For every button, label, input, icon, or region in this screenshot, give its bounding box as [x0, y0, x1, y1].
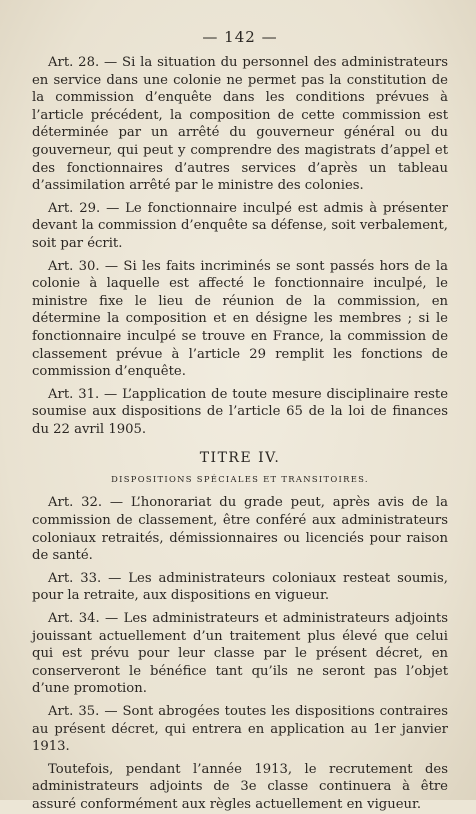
article-30-paragraph: Art. 30. — Si les faits incriminés se sont passés hors de la colonie à laquelle est affecté le fonctionnaire inculpé, le ministre fixe le lieu de réunion de la commission, en détermine la composition et en désigne les membres ; si le fonctionnaire inculpé se trouve en France, la commission de classement prévue à l’article 29 remplit les fonctions de commission d’enquête.: [32, 258, 448, 380]
article-31-paragraph: Art. 31. — L’application de toute mesure disciplinaire reste soumise aux dispositions de l’article 65 de la loi de finances du 22 avril 1905.: [32, 386, 448, 437]
article-35-paragraph: Art. 35. — Sont abrogées toutes les dispositions contraires au présent décret, qui entrera en application au 1er janvier 1913.: [32, 704, 448, 755]
section-heading: DISPOSITIONS SPÉCIALES ET TRANSITOIRES.: [111, 474, 369, 485]
article-29-paragraph: Art. 29. — Le fonctionnaire inculpé est admis à présenter devant la commission d’enquête sa défense, soit verbalement, soit par écrit.: [32, 200, 448, 251]
article-34-paragraph: Art. 34. — Les administrateurs et administrateurs adjoints jouissant actuellement d’un traitement plus élevé que celui qui est prévu pour leur classe par le présent décret, en conserveront le bénéfice tant qu’ils ne seront pas l’objet d’une promotion.: [32, 611, 448, 697]
articles-after-title: [32, 494, 448, 813]
title-heading: TITRE IV.: [199, 450, 281, 467]
article-33-paragraph: Art. 33. — Les administrateurs coloniaux resteat soumis, pour la retraite, aux dispositions en vigueur.: [32, 570, 448, 604]
transitional-paragraph: Toutefois, pendant l’année 1913, le recrutement des administrateurs adjoints de 3e classe continuera à être assuré conformément aux règles actuellement en vigueur.: [32, 761, 448, 812]
article-32-paragraph: Art. 32. — L’honorariat du grade peut, après avis de la commission de classement, être conféré aux administrateurs coloniaux retraités, démissionnaires ou licenciés pour raison de santé.: [32, 495, 448, 564]
page-number: — 142 —: [202, 28, 278, 46]
articles-before-title: [32, 54, 448, 438]
article-28-paragraph: Art. 28. — Si la situation du personnel des administrateurs en service dans une colonie ne permet pas la constitution de la commission d’enquête dans les conditions prévues à l’article précédent, la composition de cette commission est déterminée par un arrêté du gouverneur général ou du gouverneur, qui peut y comprendre des magistrats d’appel et des fonctionnaires d’autres services d’après un tableau d’assimilation arrêté par le ministre des colonies.: [32, 55, 448, 194]
